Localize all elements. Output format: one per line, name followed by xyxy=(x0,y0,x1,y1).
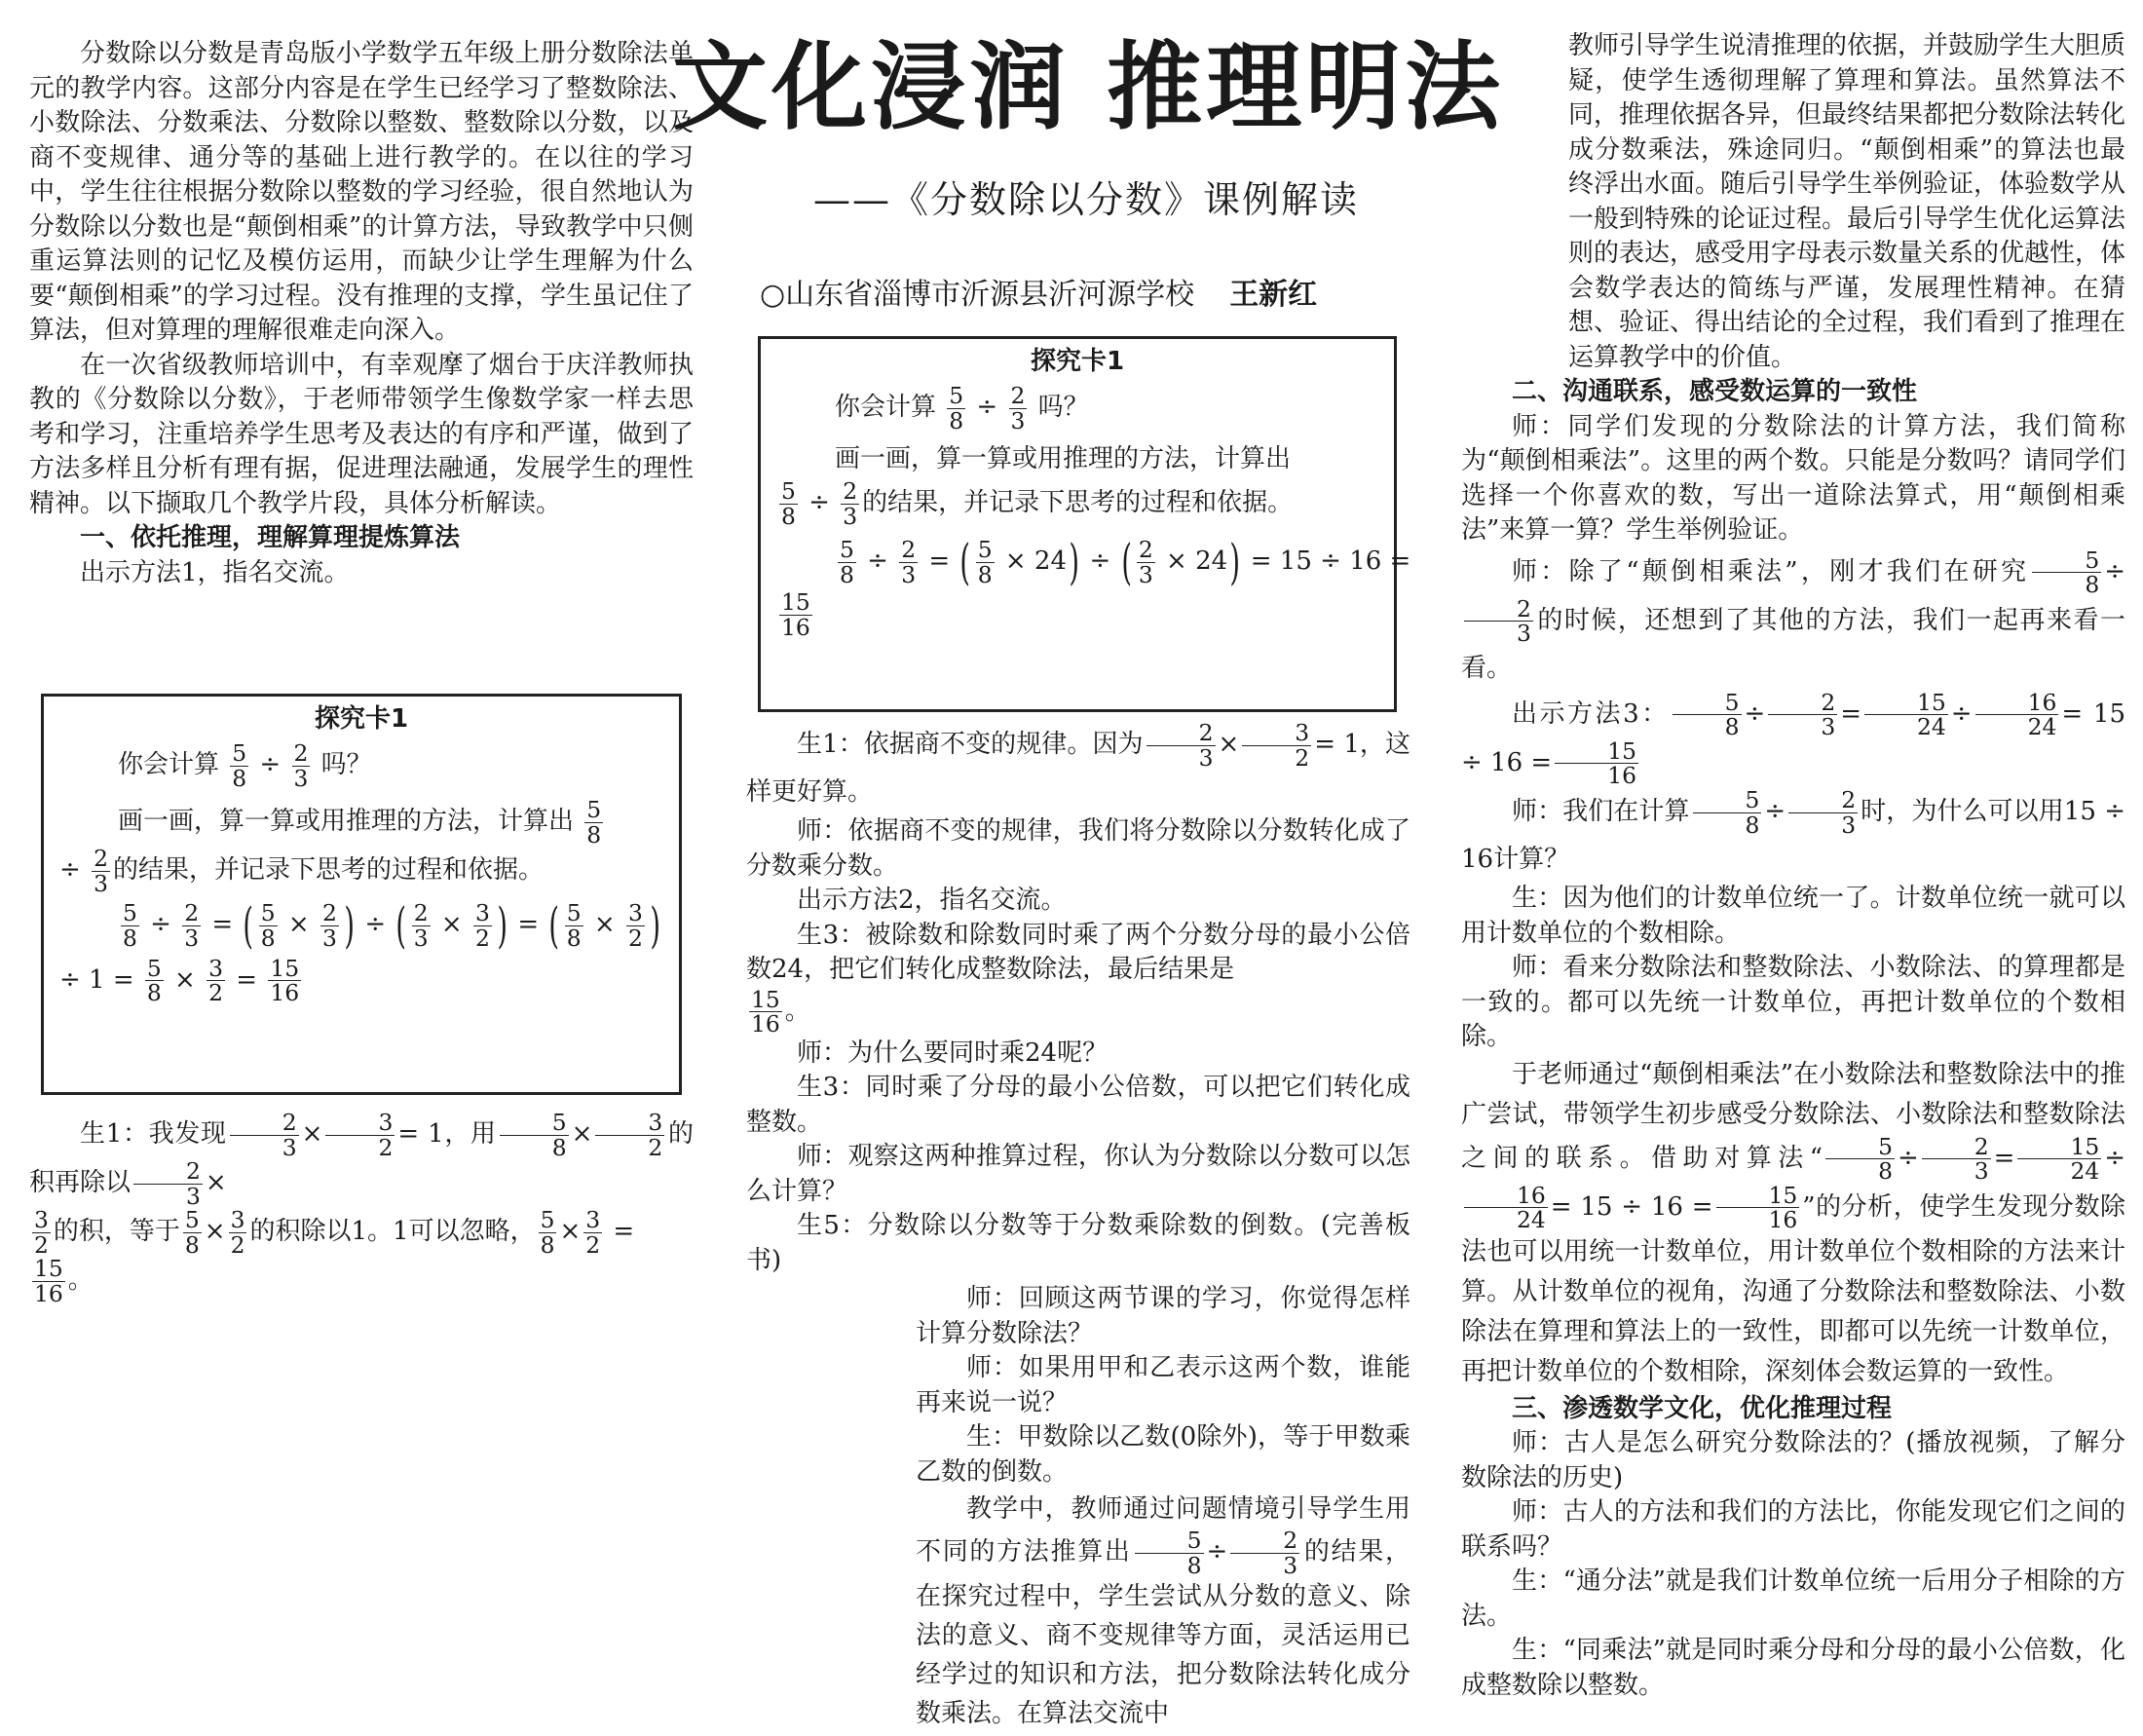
col1-method1-line: 出示方法1，指名交流。 xyxy=(80,557,350,587)
teacher-line-3: 师：观察这两种推算过程，你认为分数除以分数可以怎么计算？ xyxy=(746,1142,1410,1206)
byline-author: 王新红 xyxy=(1229,278,1318,312)
student1-result: $\frac{15}{16}$ 。 xyxy=(34,1255,94,1307)
col1-paragraph-intro: 分数除以分数是青岛版小学数学五年级上册分数除法单元的教学内容。这部分内容是在学生已经学习了整数除法、小数除法、分数乘法、分数除以整数、整数除以分数，以及商不变规律、通分等的基础上进行教学的。在以往的学习中，学生往往根据分数除以整数的学习经验，很自然地认为分数除以分数也是“颠倒相乘”的计算方法，导致教学中只侧重运算法则的记忆及模仿运用，而缺少让学生理解为什么要“颠倒相乘”的学习过程。没有推理的支撑，学生虽记住了算法，但对算理的理解很难走向深入。 xyxy=(29,39,694,345)
card-title: 探究卡1 xyxy=(314,704,409,734)
column-1-lower xyxy=(29,1111,694,1306)
card-equation: $\frac{5}{8}$ ÷ $\frac{2}{3}$ = ( $\frac{5}{8}$ × 24) ÷ ( $\frac{2}{3}$ × 24) = 15 ÷ 16 = xyxy=(840,533,1411,590)
teacher-line-4: 师：回顾这两节课的学习，你觉得怎样计算分数除法？ xyxy=(916,1284,1410,1348)
card-instruction-cont: $\frac{5}{8}$ ÷ $\frac{2}{3}$ 的结果，并记录下思考的过程和依据。 xyxy=(781,477,1294,530)
analysis-paragraph: 教学中，教师通过问题情境引导学生用不同的方法推算出 $\frac{5}{8}$ ÷ $\frac{2}{3}$ 的结果，在探究过程中，学生尝试从分数的意义、除法的意义、商不变规律等方面，灵活运用已经学过的知识和方法，把分数除法转化成分数乘法。在算法交流中 xyxy=(916,1494,1410,1729)
student3-response: 生3：被除数和除数同时乘了两个分数分母的最小公倍数24，把它们转化成整数除法，最后结果是 xyxy=(746,920,1410,985)
card-equation-2: ÷ 1 = $\frac{5}{8}$ × $\frac{3}{2}$ = $\frac{15}{16}$ xyxy=(59,954,300,1007)
teacher-line-7: 师：除了“颠倒相乘法”，刚才我们在研究 $\frac{5}{8}$ ÷ $\frac{2}{3}$ 的时候，还想到了其他的方法，我们一起再来看一看。 xyxy=(1461,546,2125,683)
student1-reasoning: 生1：依据商不变的规律。因为 $\frac{2}{3}$ × $\frac{3}{2}$ = 1，这样更好算。 xyxy=(746,719,1411,808)
method3-line: 出示方法3： $\frac{5}{8}$ ÷ $\frac{2}{3}$ = $\frac{15}{24}$ ÷ $\frac{16}{24}$ = 15 ÷ 16 = $\frac{15}{16}$ xyxy=(1461,688,2125,790)
student-line-4: 生：“同乘法”就是同时乘分母和分母的最小公倍数，化成整数除以整数。 xyxy=(1461,1636,2125,1700)
teacher-line-11: 师：古人的方法和我们的方法比，你能发现它们之间的联系吗？ xyxy=(1461,1497,2125,1562)
student5-response: 生5：分数除以分数等于分数乘除数的倒数。(完善板书) xyxy=(746,1211,1410,1275)
col3-analysis-2: 于老师通过“颠倒相乘法”在小数除法和整数除法中的推广尝试，带领学生初步感受分数除法、小数除法和整数除法之间的联系。借助对算法“ $\frac{5}{8}$ ÷ $\frac{2}{3}$ = $\frac{15}{24}$ ÷ $\frac{16}{24}$ = 15 ÷ 16 = $\frac{15}{16}$ ”的分析，使学生发现分数除法也可以用统一计数单位，用计数单位个数相除的方法来计算。从计数单位的视角，沟通了分数除法和整数除法、小数除法在算理和算法上的一致性，即都可以先统一计数单位，再把计数单位的个数相除，深刻体会数运算的一致性。 xyxy=(1461,1059,2125,1386)
column-1 xyxy=(29,37,694,590)
column-2-lower xyxy=(916,1282,1410,1733)
card-instruction-cont: ÷ $\frac{2}{3}$ 的结果，并记录下思考的过程和依据。 xyxy=(59,845,544,897)
student1-response-cont: $\frac{3}{2}$ 的积，等于 $\frac{5}{8}$ × $\frac{3}{2}$ 的积除以1。1可以忽略， $\frac{5}{8}$ × $\frac{3}{2}$ = xyxy=(34,1206,635,1259)
article-title: 文化浸润 推理明法 xyxy=(672,32,1505,143)
card-question: 你会计算 $\frac{5}{8}$ ÷ $\frac{2}{3}$ 吗？ xyxy=(118,739,372,792)
article-subtitle: ——《分数除以分数》课例解读 xyxy=(812,178,1359,221)
student1-response: 生1：我发现 $\frac{2}{3}$ × $\frac{3}{2}$ = 1，用 $\frac{5}{8}$ × $\frac{3}{2}$ 的积再除以 $\frac{2}{3}$ × xyxy=(29,1109,694,1210)
student-line: 生：甲数除以乙数(0除外)，等于甲数乘乙数的倒数。 xyxy=(916,1422,1410,1487)
col1-paragraph-observation: 在一次省级教师培训中，有幸观摩了烟台于庆洋教师执教的《分数除以分数》，于老师带领学生像数学家一样去思考和学习，注重培养学生思考及表达的有序和严谨，做到了方法多样且分析有理有据，促进理法融通，发展学生的理性精神。以下撷取几个教学片段，具体分析解读。 xyxy=(29,350,694,518)
exploration-card-left xyxy=(41,694,682,1095)
teacher-line-2: 师：为什么要同时乘24呢？ xyxy=(797,1038,1109,1068)
column-3 xyxy=(1461,29,2125,1703)
card-question: 你会计算 $\frac{5}{8}$ ÷ $\frac{2}{3}$ 吗？ xyxy=(835,382,1089,434)
student-line-2: 生：因为他们的计数单位统一了。计数单位统一就可以用计数单位的个数相除。 xyxy=(1461,884,2125,948)
teacher-line-6: 师：同学们发现的分数除法的计算方法，我们简称为“颠倒相乘法”。这里的两个数。只能是分数吗？请同学们选择一个你喜欢的数，写出一道除法算式，用“颠倒相乘法”来算一算？学生举例验证。 xyxy=(1461,411,2125,545)
byline-school: ○山东省淄博市沂源县沂河源学校 xyxy=(760,278,1195,312)
student3-reply: 生3：同时乘了分母的最小公倍数，可以把它们转化成整数。 xyxy=(746,1073,1410,1137)
student-line-3: 生：“通分法”就是我们计数单位统一后用分子相除的方法。 xyxy=(1461,1566,2125,1631)
student3-result: $\frac{15}{16}$ 。 xyxy=(751,985,810,1038)
card-title: 探究卡1 xyxy=(1030,347,1125,376)
section-heading-3: 三、渗透数学文化，优化推理过程 xyxy=(1512,1393,1893,1423)
card-instruction: 画一画，算一算或用推理的方法，计算出 $\frac{5}{8}$ xyxy=(118,796,602,849)
teacher-line-9: 师：看来分数除法和整数除法、小数除法、的算理都是一致的。都可以先统一计数单位，再把计数单位的个数相除。 xyxy=(1461,953,2125,1052)
teacher-line-8: 师：我们在计算 $\frac{5}{8}$ ÷ $\frac{2}{3}$ 时，为什么可以用15 ÷ 16计算？ xyxy=(1461,786,2125,875)
column-2 xyxy=(746,721,1410,1278)
byline xyxy=(760,276,1422,315)
card-instruction: 画一画，算一算或用推理的方法，计算出 xyxy=(835,444,1292,474)
exploration-card-middle xyxy=(758,336,1411,712)
method2-line: 出示方法2，指名交流。 xyxy=(797,886,1067,916)
card-equation-1: $\frac{5}{8}$ ÷ $\frac{2}{3}$ = ( $\frac{5}{8}$ × $\frac{2}{3}$ ) ÷ ( $\frac{2}{3}$ × $\frac{3}{2}$ ) = ( $\frac{5}{8}$ × $\frac{3}{2}$ ) xyxy=(123,896,660,954)
section-heading-1: 一、依托推理，理解算理提炼算法 xyxy=(80,523,461,552)
col3-analysis: 教师引导学生说清推理的依据，并鼓励学生大胆质疑，使学生透彻理解了算理和算法。虽然算法不同，推理依据各异，但最终结果都把分数除法转化成分数乘法，殊途同归。“颠倒相乘”的算法也最终浮出水面。随后引导学生举例验证，体验数学从一般到特殊的论证过程。最后引导学生优化运算法则的表达，感受用字母表示数量关系的优越性，体会数学表达的简练与严谨，发展理性精神。在猜想、验证、得出结论的全过程，我们看到了推理在运算教学中的价值。 xyxy=(1568,31,2126,372)
section-heading-2: 二、沟通联系，感受数运算的一致性 xyxy=(1512,377,1918,406)
teacher-line-1: 师：依据商不变的规律，我们将分数除以分数转化成了分数乘分数。 xyxy=(746,816,1410,881)
card-result: $\frac{15}{16}$ xyxy=(781,588,810,641)
teacher-line-5: 师：如果用甲和乙表示这两个数，谁能再来说一说？ xyxy=(916,1353,1410,1417)
teacher-line-10: 师：古人是怎么研究分数除法的？(播放视频，了解分数除法的历史) xyxy=(1461,1428,2125,1492)
